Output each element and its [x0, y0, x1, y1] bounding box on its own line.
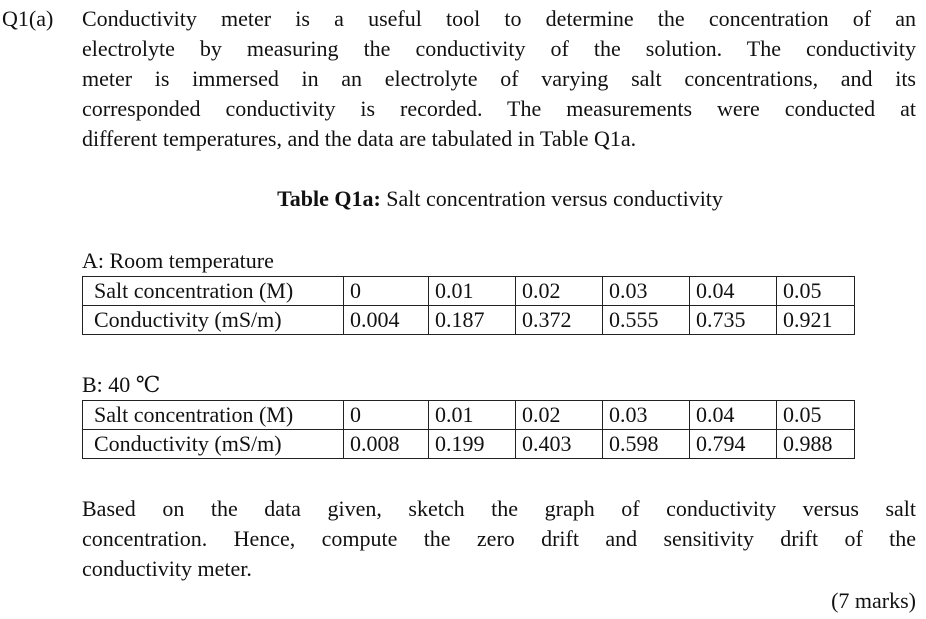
- marks-allocation: (7 marks): [831, 588, 916, 613]
- table-cell: 0.04: [690, 277, 777, 306]
- table-row: [83, 306, 855, 335]
- table-caption-label: Table Q1a:: [277, 186, 381, 211]
- task-line: Based on the data given, sketch the graph of conductivity versus salt: [82, 496, 916, 521]
- table-cell: 0.598: [603, 430, 690, 459]
- table-cell: 0.794: [690, 430, 777, 459]
- table-cell: 0.01: [429, 277, 516, 306]
- table-caption-text: Salt concentration versus conductivity: [380, 186, 723, 211]
- table-a-label: A: Room temperature: [82, 248, 274, 273]
- table-cell: 0.03: [603, 277, 690, 306]
- table-row: [83, 430, 855, 459]
- intro-line: Conductivity meter is a useful tool to determine the concentration of an: [82, 6, 916, 31]
- table-row: [83, 277, 855, 306]
- question-number: Q1(a): [2, 6, 54, 31]
- table-cell: 0.372: [516, 306, 603, 335]
- intro-line: corresponded conductivity is recorded. The measurements were conducted at: [82, 96, 916, 121]
- table-cell: 0: [344, 401, 429, 430]
- intro-line: different temperatures, and the data are tabulated in Table Q1a.: [82, 126, 637, 151]
- table-cell: 0.555: [603, 306, 690, 335]
- row-header: Conductivity (mS/m): [83, 430, 344, 459]
- intro-line: electrolyte by measuring the conductivity of the solution. The conductivity: [82, 36, 916, 61]
- table-cell: 0.187: [429, 306, 516, 335]
- task-line: concentration. Hence, compute the zero drift and sensitivity drift of the: [82, 526, 916, 551]
- row-header: Conductivity (mS/m): [83, 306, 344, 335]
- task-instructions: [82, 494, 916, 584]
- table-cell: 0.008: [344, 430, 429, 459]
- task-line: conductivity meter.: [82, 556, 252, 581]
- table-40c: [82, 400, 855, 459]
- table-cell: 0: [344, 277, 429, 306]
- table-cell: 0.735: [690, 306, 777, 335]
- intro-line: meter is immersed in an electrolyte of varying salt concentrations, and its: [82, 66, 916, 91]
- table-cell: 0.004: [344, 306, 429, 335]
- table-caption: [0, 184, 926, 214]
- table-cell: 0.05: [777, 401, 855, 430]
- table-cell: 0.05: [777, 277, 855, 306]
- table-cell: 0.01: [429, 401, 516, 430]
- question-intro: [82, 4, 916, 154]
- table-cell: 0.988: [777, 430, 855, 459]
- table-cell: 0.04: [690, 401, 777, 430]
- table-cell: 0.02: [516, 401, 603, 430]
- row-header: Salt concentration (M): [83, 277, 344, 306]
- table-b-label: B: 40 ℃: [82, 372, 161, 397]
- table-cell: 0.03: [603, 401, 690, 430]
- table-room-temperature: [82, 276, 855, 335]
- table-cell: 0.199: [429, 430, 516, 459]
- table-cell: 0.921: [777, 306, 855, 335]
- row-header: Salt concentration (M): [83, 401, 344, 430]
- table-row: [83, 401, 855, 430]
- table-cell: 0.403: [516, 430, 603, 459]
- table-cell: 0.02: [516, 277, 603, 306]
